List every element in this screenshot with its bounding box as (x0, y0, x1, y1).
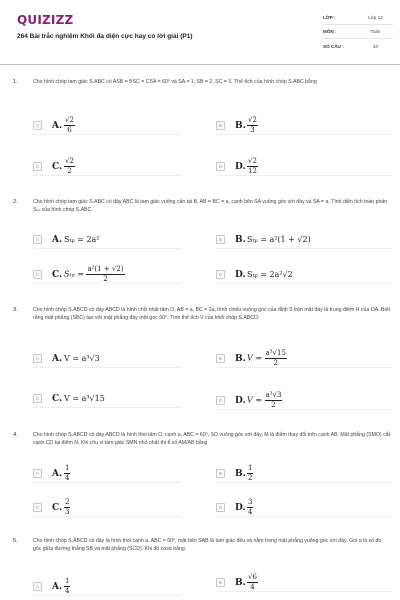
fraction-numerator: √2 (248, 157, 257, 165)
option-math (64, 578, 70, 595)
option-math: V = a³√3 (64, 354, 100, 363)
option-math (64, 465, 70, 482)
option-box[interactable]: B (216, 235, 225, 244)
option-box[interactable]: A (33, 121, 42, 130)
header-divider (0, 64, 400, 65)
option-box[interactable]: A (33, 469, 42, 478)
option-box[interactable]: D (216, 503, 225, 512)
fraction-denominator: 2 (271, 401, 276, 409)
fraction-denominator: 6 (67, 126, 72, 134)
meta-table (323, 11, 393, 53)
fraction-denominator: 4 (65, 474, 70, 482)
option-box[interactable]: C (33, 394, 42, 403)
question-stem: Cho hình chóp S.ABCD có đáy ABCD là hình chữ nhật tâm O, AB = a, BC = 2a, hình chiếu vuông góc của đỉnh S trên mặt đáy là trung điểm H của OA. Biết rằng mặt phẳng (SBC) tạo với mặt phẳng đáy một góc 60⁰. Tính thể tích V của khối chóp S.ABCD. (33, 307, 390, 321)
option-math (64, 117, 75, 134)
fraction-numerator: a²(1 + √2) (87, 265, 124, 273)
option-math: Sₜₚ = a²(1 + √2) (247, 235, 311, 244)
option-letter: A. (52, 121, 63, 131)
option-letter: B. (235, 469, 246, 479)
option-math (247, 158, 258, 175)
option-math (64, 158, 75, 175)
question-number: 1. (13, 79, 18, 85)
option-d[interactable] (216, 498, 391, 517)
option-b[interactable] (216, 235, 391, 249)
option-letter: B. (235, 235, 246, 245)
fraction-denominator: 3 (250, 126, 255, 134)
fraction-numerator: √6 (248, 573, 257, 581)
question-number: 4. (13, 432, 18, 438)
meta-value: Toán (370, 29, 381, 34)
option-a[interactable] (33, 235, 181, 249)
option-math: Sₜₚ = 2a²√2 (247, 270, 293, 279)
option-box[interactable]: D (216, 162, 225, 171)
meta-row-subject (323, 25, 393, 39)
option-box[interactable]: D (216, 270, 225, 279)
option-d[interactable] (216, 391, 391, 410)
option-b[interactable] (216, 573, 391, 592)
option-math (64, 499, 70, 516)
fraction-numerator: √2 (65, 116, 74, 124)
option-box[interactable]: B (216, 578, 225, 587)
fraction-numerator: 1 (65, 464, 70, 472)
option-box[interactable]: B (216, 469, 225, 478)
option-letter: C. (52, 270, 63, 280)
option-a[interactable] (33, 464, 181, 483)
option-prefix: V = (247, 395, 265, 405)
quizizz-logo: QUIZIZZ (17, 13, 74, 27)
option-a[interactable] (33, 577, 181, 596)
document-header (0, 0, 400, 62)
option-letter: B. (235, 354, 246, 364)
fraction-denominator: 4 (248, 508, 253, 516)
option-box[interactable]: B (216, 354, 225, 363)
option-letter: B. (235, 578, 246, 588)
option-letter: A. (52, 469, 63, 479)
fraction-denominator: 2 (67, 167, 72, 175)
option-box[interactable]: A (33, 235, 42, 244)
option-prefix: V = (247, 353, 265, 363)
option-letter: A. (52, 354, 63, 364)
option-math: Sₜₚ = 2a² (64, 235, 100, 244)
fraction-denominator: 2 (103, 275, 108, 283)
question-stem: Cho hình chóp tam giác S.ABC có ASB = BSC = CSA = 60⁰ và SA = 1, SB = 2, SC = 3. Thể tích của hình chóp S.ABC bằng (33, 79, 317, 85)
option-math (64, 266, 125, 283)
option-box[interactable]: C (33, 503, 42, 512)
option-box[interactable]: C (33, 162, 42, 171)
option-c[interactable] (33, 498, 181, 517)
fraction-denominator: 2 (273, 359, 278, 367)
option-letter: D. (235, 162, 246, 172)
option-c[interactable] (33, 394, 181, 408)
option-math: V = a³√15 (64, 394, 105, 403)
option-letter: C. (52, 394, 63, 404)
option-letter: B. (235, 121, 246, 131)
option-d[interactable] (216, 157, 391, 176)
option-math (247, 350, 287, 367)
meta-key: MÔN : (323, 29, 337, 34)
fraction-numerator: a³√15 (265, 349, 286, 357)
option-box[interactable]: B (216, 121, 225, 130)
option-letter: A. (52, 582, 63, 592)
option-letter: D. (235, 503, 246, 513)
option-c[interactable] (33, 157, 181, 176)
option-b[interactable] (216, 464, 391, 483)
option-math (247, 574, 258, 591)
option-letter: D. (235, 270, 246, 280)
option-box[interactable]: A (33, 582, 42, 591)
question-stem: Cho hình chóp S.ABCD có đáy ABCD là hình thoi tâm O, cạnh a, ABC = 60⁰, SO vuông góc với đáy, M là điểm thay đổi trên cạnh AB. Mặt phẳng (SMO) cắt cạnh CD tại điểm N. Khi chu vi tam giác SMN nhỏ nhất thì tỉ số AM/AB bằng (33, 432, 391, 446)
option-math (247, 465, 253, 482)
option-b[interactable] (216, 349, 391, 368)
option-a[interactable] (33, 116, 181, 135)
question-stem: Cho hình chóp tam giác S.ABC có đáy ABC là tam giác vuông cân tại B, AB = BC = a, cạnh bên SA vuông góc với đáy và SA = a. Tính diện tích toàn phần Sₜₚ của hình chóp S.ABC. (33, 199, 388, 213)
fraction-denominator: 12 (248, 167, 257, 175)
option-letter: D. (235, 396, 246, 406)
fraction-numerator: 2 (65, 498, 70, 506)
option-letter: A. (52, 235, 63, 245)
option-prefix: Sₜₚ = (64, 269, 87, 279)
fraction-numerator: √2 (248, 116, 257, 124)
meta-key: LỚP : (323, 15, 336, 20)
fraction-denominator: 3 (65, 508, 70, 516)
option-math (247, 392, 282, 409)
option-box[interactable]: D (216, 396, 225, 405)
fraction-denominator: 4 (65, 587, 70, 595)
fraction-numerator: √2 (65, 157, 74, 165)
meta-value: Lớp 12 (368, 15, 383, 20)
question-number: 5. (13, 538, 18, 544)
option-b[interactable] (216, 116, 391, 135)
option-c[interactable] (33, 265, 181, 284)
meta-value: 40 (372, 43, 379, 49)
meta-key: SỐ CÂU : (323, 43, 344, 49)
option-letter: C. (52, 503, 63, 513)
option-math (247, 117, 258, 134)
option-box[interactable]: A (33, 354, 42, 363)
question-stem: Cho hình chóp S.ABCD có đáy là hình thoi cạnh a, ABC = 60⁰, mặt bên SAB là tam giác đều và nằm trong mặt phẳng vuông góc với đáy. Gọi α là số đo góc giữa đường thẳng SB và mặt phẳng (SCD). Khi đó cosα bằng (33, 538, 382, 552)
fraction-numerator: a³√3 (265, 391, 282, 399)
fraction-denominator: 4 (250, 583, 255, 591)
fraction-numerator: 1 (65, 577, 70, 585)
option-letter: C. (52, 162, 63, 172)
question-number: 3. (13, 307, 18, 313)
fraction-numerator: 1 (248, 464, 253, 472)
meta-row-class (323, 11, 393, 25)
option-box[interactable]: C (33, 270, 42, 279)
fraction-numerator: 3 (248, 498, 253, 506)
document-title: 264 Bài trắc nghiệm Khối đa diện cực hay có lời giải (P1) (17, 33, 193, 40)
option-a[interactable] (33, 354, 181, 368)
option-math (247, 499, 253, 516)
option-d[interactable] (216, 270, 391, 284)
fraction-denominator: 2 (248, 474, 253, 482)
meta-row-question-count (323, 39, 393, 53)
question-number: 2. (13, 199, 18, 205)
